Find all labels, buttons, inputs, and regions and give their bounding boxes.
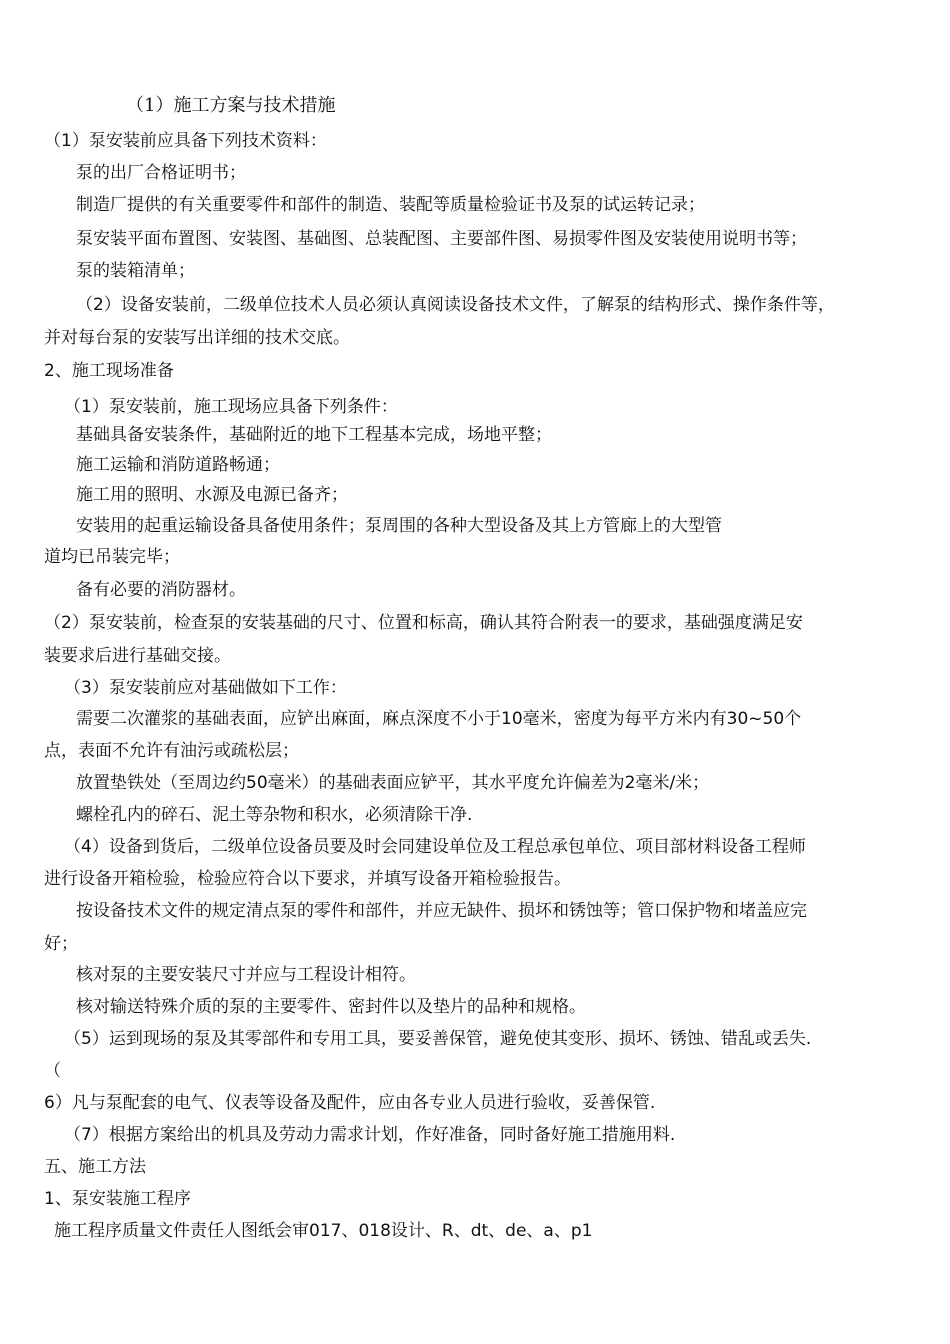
paragraph-line: 好； (44, 934, 78, 954)
paragraph-line: （2）泵安装前，检查泵的安装基础的尺寸、位置和标高，确认其符合附表一的要求，基础强度满足安 (44, 613, 803, 633)
paragraph-line: 泵的装箱清单； (76, 261, 195, 281)
paragraph-line: 道均已吊装完毕； (44, 547, 180, 567)
section-heading: 1、泵安装施工程序 (44, 1189, 191, 1209)
paragraph-line: 泵的出厂合格证明书； (76, 163, 246, 183)
paragraph-line: 6）凡与泵配套的电气、仪表等设备及配件，应由各专业人员进行验收，妥善保管. (44, 1093, 656, 1113)
paragraph-line: 放置垫铁处（至周边约50毫米）的基础表面应铲平，其水平度允许偏差为2毫米/米； (76, 773, 710, 793)
paragraph-line: 施工程序质量文件责任人图纸会审017、018设计、R、dt、de、a、p1 (54, 1221, 593, 1241)
paragraph-line: （2）设备安装前，二级单位技术人员必须认真阅读设备技术文件，了解泵的结构形式、操作条件等， (76, 295, 835, 315)
paragraph-line: （3）泵安装前应对基础做如下工作： (64, 678, 347, 698)
paragraph-line: 需要二次灌浆的基础表面，应铲出麻面，麻点深度不小于10毫米，密度为每平方米内有30~50个 (76, 709, 802, 729)
paragraph-line: 进行设备开箱检验，检验应符合以下要求，并填写设备开箱检验报告。 (44, 869, 571, 889)
paragraph-line: （1）泵安装前应具备下列技术资料： (44, 131, 327, 151)
paragraph-line: 螺栓孔内的碎石、泥土等杂物和积水，必须清除干净. (76, 805, 473, 825)
paragraph-line: 安装用的起重运输设备具备使用条件；泵周围的各种大型设备及其上方管廊上的大型管 (76, 516, 722, 536)
paragraph-line: 泵安装平面布置图、安装图、基础图、总装配图、主要部件图、易损零件图及安装使用说明书等； (76, 229, 807, 249)
paragraph-line: 装要求后进行基础交接。 (44, 646, 231, 666)
paragraph-line: （7）根据方案给出的机具及劳动力需求计划，作好准备，同时备好施工措施用料. (64, 1125, 676, 1145)
paragraph-line: 并对每台泵的安装写出详细的技术交底。 (44, 328, 350, 348)
paragraph-line: （4）设备到货后，二级单位设备员要及时会同建设单位及工程总承包单位、项目部材料设备工程师 (64, 837, 806, 857)
paragraph-line: （5）运到现场的泵及其零部件和专用工具，要妥善保管，避免使其变形、损坏、锈蚀、错乱或丢失. (64, 1029, 812, 1049)
paragraph-line: 点，表面不允许有油污或疏松层； (44, 741, 299, 761)
paragraph-line: 施工用的照明、水源及电源已备齐； (76, 485, 348, 505)
section-heading: 五、施工方法 (44, 1157, 146, 1177)
paragraph-line: 核对泵的主要安装尺寸并应与工程设计相符。 (76, 965, 416, 985)
paragraph-line: 施工运输和消防道路畅通； (76, 455, 280, 475)
paragraph-line: 备有必要的消防器材。 (76, 580, 246, 600)
paragraph-line: 基础具备安装条件，基础附近的地下工程基本完成，场地平整； (76, 425, 552, 445)
paragraph-line: 核对输送特殊介质的泵的主要零件、密封件以及垫片的品种和规格。 (76, 997, 586, 1017)
paragraph-line: 制造厂提供的有关重要零件和部件的制造、装配等质量检验证书及泵的试运转记录； (76, 195, 705, 215)
paragraph-line: （1）泵安装前，施工现场应具备下列条件： (64, 397, 398, 417)
section-heading: 2、施工现场准备 (44, 361, 174, 381)
paragraph-line: 按设备技术文件的规定清点泵的零件和部件，并应无缺件、损坏和锈蚀等；管口保护物和堵盖应完 (76, 901, 807, 921)
section-heading: （1）施工方案与技术措施 (126, 95, 336, 116)
paragraph-line: （ (44, 1061, 61, 1081)
